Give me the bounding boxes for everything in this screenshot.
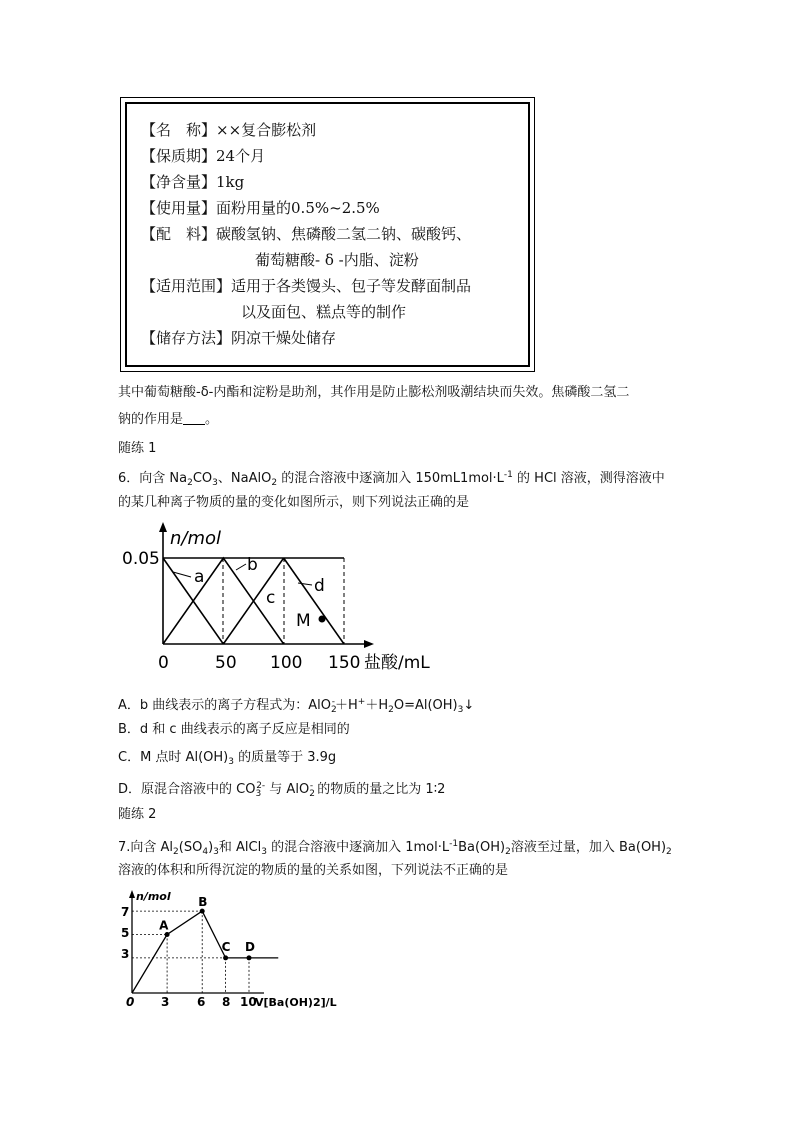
option-a[interactable]: A．b 曲线表示的离子方程式为：$AlO_2^-+H^++H_2O=Al(OH)_3↓$: [118, 697, 475, 715]
question-7-stem: 7.向含 $Al_2(SO_4)_3$和 AlCl$_3$ 的混合溶液中逐滴加入 $1mol\cdot L^{-1}Ba(OH)_2$溶液至过量，加入 $Ba(OH)_2$: [118, 839, 672, 857]
x-axis-label: 盐酸/mL: [364, 653, 430, 673]
y-tick-label: 3: [121, 947, 130, 961]
label-key: 【配 料】: [141, 225, 217, 243]
label-value: ××复合膨松剂: [216, 121, 317, 139]
point-a: [165, 932, 170, 937]
label-row-storage: [141, 328, 336, 348]
paragraph-line: 其中葡萄糖酸-δ-内酯和淀粉是助剂，其作用是防止膨松剂吸潮结块而失效。焦磷酸二氢二: [118, 385, 630, 400]
paragraph-text: 钠的作用是: [118, 412, 184, 427]
paragraph-text: 。: [205, 412, 219, 427]
leader-b: [236, 564, 246, 570]
label-row-ingredients: [141, 224, 471, 244]
series-label-b: b: [247, 555, 258, 575]
point-label-d: D: [245, 939, 255, 954]
x-tick-label: 6: [197, 995, 206, 1008]
label-value: 面粉用量的0.5%~2.5%: [216, 199, 380, 217]
point-c: [223, 955, 228, 960]
option-d[interactable]: D．原混合溶液中的 $CO_3^{2-}$ 与 AlO$_2$- 的物质的量之比为 1∶2: [118, 781, 446, 799]
y-axis-arrow: [129, 890, 135, 898]
label-key: 【净含量】: [141, 173, 217, 191]
label-value: 适用于各类馒头、包子等发酵面制品: [231, 277, 472, 295]
option-c[interactable]: C．M 点时 $Al(OH)_3$ 的质量等于 3.9g: [118, 750, 337, 767]
section-heading: 随练 1: [118, 441, 157, 456]
label-key: 【名 称】: [141, 121, 217, 139]
y-axis-label: n/mol: [136, 890, 171, 903]
x-tick-label: 10: [240, 995, 257, 1008]
y-tick-label: 7: [121, 905, 130, 919]
x-tick-label: 150: [328, 653, 361, 673]
point-d: [247, 955, 252, 960]
x-tick-label: 50: [215, 653, 237, 673]
paragraph-line: [118, 411, 218, 429]
y-axis-arrow: [159, 522, 167, 532]
x-tick-label: 100: [270, 653, 303, 673]
label-key: 【储存方法】: [141, 329, 232, 347]
x-tick-label: 3: [161, 995, 170, 1008]
point-b: [200, 909, 205, 914]
label-value: 碳酸氢钠、焦磷酸二氢二钠、碳酸钙、: [216, 225, 472, 243]
x-tick-label: 8: [222, 995, 231, 1008]
point-label-c: C: [221, 939, 231, 954]
label-key: 【适用范围】: [141, 277, 232, 295]
option-b[interactable]: B．d 和 c 曲线表示的离子反应是相同的: [118, 722, 350, 737]
chart-q6: [118, 518, 448, 678]
label-row-ingredients-cont: [255, 250, 419, 270]
label-value: 24个月: [216, 147, 266, 165]
point-label-m: M: [296, 611, 311, 631]
question-6-stem: 6．向含 $Na_2CO_3$、NaAlO$_2$ 的混合溶液中逐滴加入 $150mL1mol\cdot L^{-1}$ 的 HCl 溶液，测得溶液中: [118, 470, 665, 488]
precipitate-line: [132, 911, 278, 993]
label-row-name: [141, 120, 316, 140]
x-tick-label: 0: [158, 653, 169, 673]
y-axis-label: n/mol: [170, 528, 222, 549]
label-key: 【保质期】: [141, 147, 217, 165]
x-axis-arrow: [364, 640, 374, 648]
series-label-a: a: [194, 567, 205, 587]
label-value: 阴凉干燥处储存: [231, 329, 337, 347]
question-7-stem-line2: 溶液的体积和所得沉淀的物质的量的关系如图，下列说法不正确的是: [118, 863, 509, 878]
label-value: 1kg: [216, 173, 245, 191]
answer-blank[interactable]: [183, 412, 205, 425]
series-line-d: [284, 558, 344, 644]
label-value: 以及面包、糕点等的制作: [241, 303, 407, 321]
label-row-usage: [141, 198, 380, 218]
y-tick-label: 5: [121, 926, 130, 940]
label-value: 葡萄糖酸- δ -内脂、淀粉: [255, 251, 419, 269]
x-tick-label: 0: [126, 995, 135, 1008]
x-axis-label: V[Ba(OH)2]/L: [255, 996, 337, 1008]
chart-q7: [118, 888, 358, 1008]
question-6-stem-line2: 的某几种离子物质的量的变化如图所示，则下列说法正确的是: [118, 495, 470, 510]
point-m: [319, 616, 326, 623]
series-label-c: c: [266, 588, 276, 608]
section-heading: 随练 2: [118, 807, 157, 822]
product-label-card: [120, 97, 535, 372]
point-label-b: B: [198, 895, 208, 910]
point-label-a: A: [159, 918, 169, 933]
label-row-scope-cont: [241, 302, 406, 322]
label-row-shelf-life: [141, 146, 265, 166]
series-label-d: d: [314, 576, 325, 596]
label-row-scope: [141, 276, 471, 296]
label-row-net-content: [141, 172, 244, 192]
label-key: 【使用量】: [141, 199, 217, 217]
y-tick-label: 0.05: [122, 549, 160, 569]
leader-d: [298, 583, 312, 585]
